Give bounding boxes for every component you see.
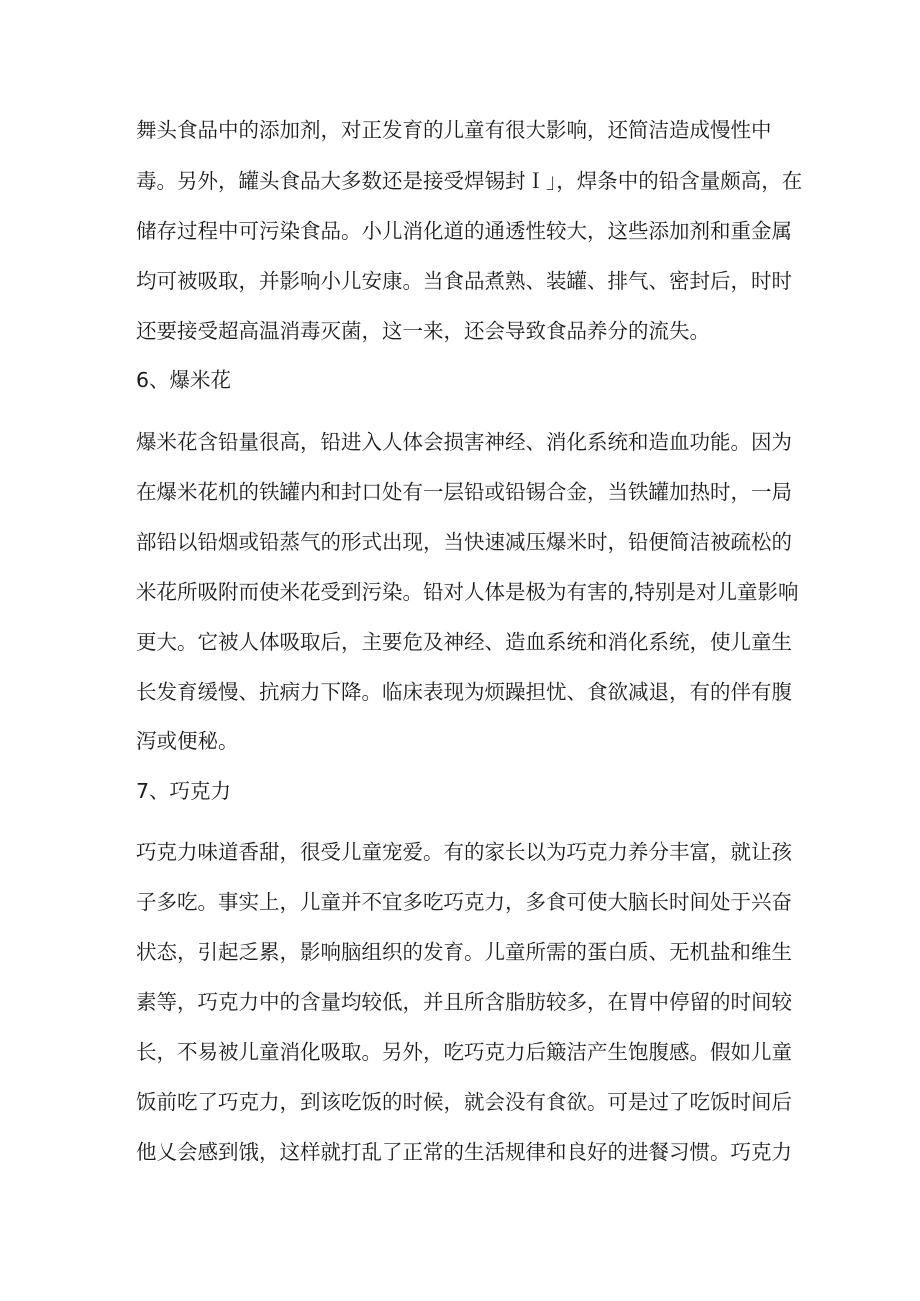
- paragraph-line: 状态，引起乏累，影响脑组织的发育。儿童所需的蛋白质、无机盐和维生: [136, 940, 792, 964]
- paragraph-line: 长，不易被儿童消化吸取。另外，吃巧克力后簸洁产生饱腹感。假如儿童: [136, 1040, 792, 1064]
- paragraph-line: 均可被吸取，并影响小儿安康。当食品煮熟、装罐、排气、密封后，时时: [136, 269, 792, 293]
- paragraph-line: 巧克力味道香甜，很受儿童宠爱。有的家长以为巧克力养分丰富，就让孩: [136, 840, 792, 864]
- paragraph-line: 他乂会感到饿，这样就打乱了正常的生活规律和良好的进餐习惯。巧克力: [136, 1140, 792, 1164]
- section-heading: 6、爆米花: [136, 368, 232, 392]
- paragraph-line: 部铅以铅烟或铅蒸气的形式出现，当快速减压爆米时，铅便简洁被疏松的: [136, 530, 792, 554]
- paragraph-line: 爆米花含铅量很高，铅进入人体会损害神经、消化系统和造血功能。因为: [136, 430, 792, 454]
- paragraph-line: 米花所吸附而使米花受到污染。铅对人体是极为有害的,特别是对儿童影响: [136, 580, 799, 604]
- paragraph-line: 饭前吃了巧克力，到该吃饭的时候，就会没有食欲。可是过了吃饭时间后: [136, 1090, 792, 1114]
- paragraph-line: 素等，巧克力中的含量均较低，并且所含脂肪较多，在胃中停留的时间较: [136, 990, 792, 1014]
- paragraph-line: 更大。它被人体吸取后，主要危及神经、造血系统和消化系统，使儿童生: [136, 630, 792, 654]
- paragraph-line: 毒。另外，罐头食品大多数还是接受焊锡封Ｉ」，焊条中的铅含量颇高，在: [136, 169, 803, 193]
- paragraph-line: 长发育缓慢、抗病力下降。临床表现为烦躁担忧、食欲减退，有的伴有腹: [136, 680, 792, 704]
- paragraph-line: 舞头食品中的添加剂，对正发育的儿童有很大影响，还简洁造成慢性中: [136, 118, 772, 142]
- paragraph-line: 在爆米花机的铁罐内和封口处有一层铅或铅锡合金，当铁罐加热时，一局: [136, 480, 792, 504]
- section-heading: 7、巧克力: [136, 779, 232, 803]
- paragraph-line: 泻或便秘。: [136, 729, 239, 753]
- paragraph-line: 子多吃。事实上，儿童并不宜多吃巧克力，多食可使大脑长时间处于兴奋: [136, 890, 792, 914]
- paragraph-line: 还要接受超高温消毒灭菌，这一来，还会导致食品养分的流失。: [136, 319, 710, 343]
- paragraph-line: 储存过程中可污染食品。小儿消化道的通透性较大，这些添加剂和重金属: [136, 219, 792, 243]
